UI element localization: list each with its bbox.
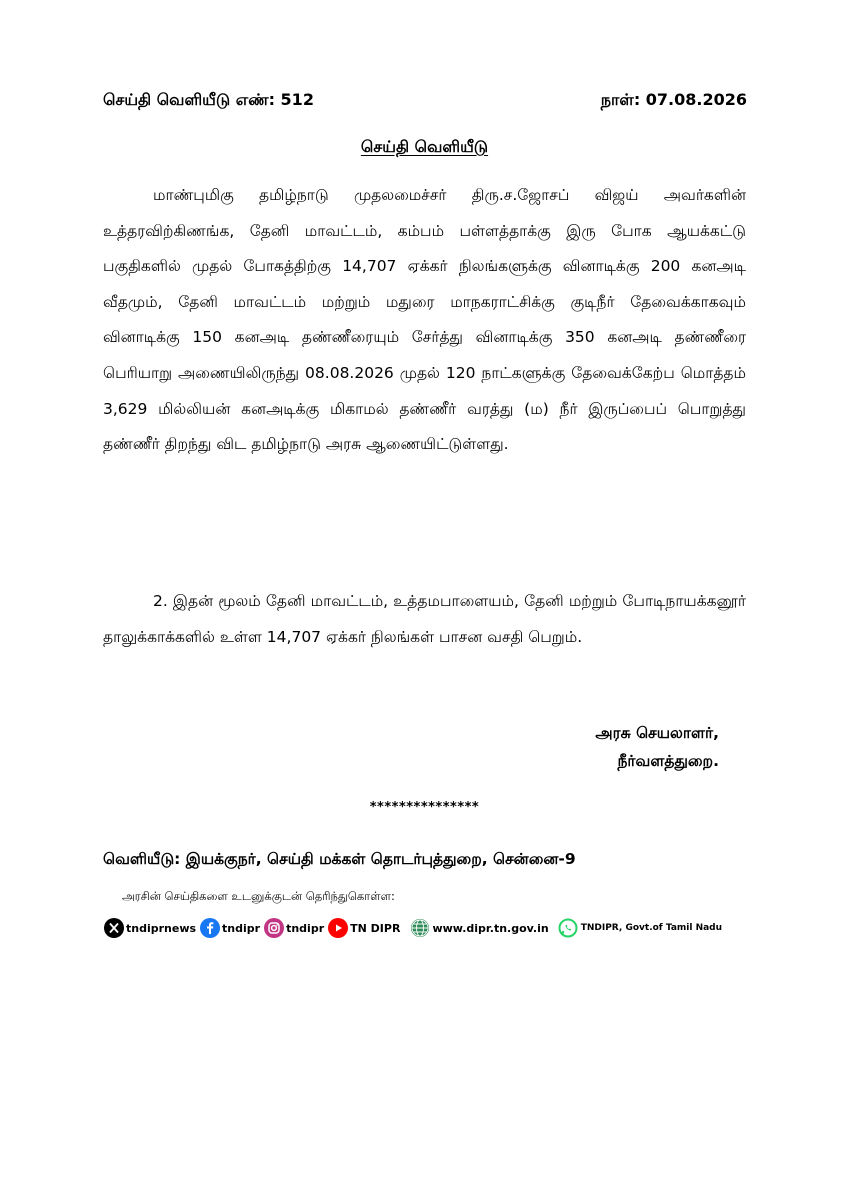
- x-handle: tndiprnews: [126, 921, 197, 935]
- whatsapp-channel: TNDIPR, Govt.of Tamil Nadu: [580, 923, 723, 933]
- whatsapp-icon: [558, 918, 579, 939]
- release-date: நாள்: 07.08.2026: [600, 90, 747, 109]
- follow-prompt: அரசின் செய்திகளை உடனுக்குடன் தெரிந்துகொள்ள:: [122, 889, 395, 903]
- separator-stars: ***************: [369, 800, 480, 815]
- website-url: www.dipr.tn.gov.in: [432, 921, 549, 935]
- social-instagram[interactable]: [263, 918, 324, 939]
- social-youtube[interactable]: [327, 918, 400, 939]
- body-paragraph-1: மாண்புமிகு தமிழ்நாடு முதலமைச்சர் திரு.ச.ஜோசப் விஜய் அவர்களின் உத்தரவிற்கிணங்க, தேனி மாவட்டம், கம்பம் பள்ளத்தாக்கு இரு போக ஆயக்கட்டு பகுதிகளில் முதல் போகத்திற்கு 14,707 ஏக்கர் நிலங்களுக்கு வினாடிக்கு 200 கனஅடி வீதமும், தேனி மாவட்டம் மற்றும் மதுரை மாநகராட்சிக்கு குடிநீர் தேவைக்காகவும் வினாடிக்கு 150 கனஅடி தண்ணீரையும் சேர்த்து வினாடிக்கு 350 கனஅடி தண்ணீரை பெரியாறு அணையிலிருந்து 08.08.2026 முதல் 120 நாட்களுக்கு தேவைக்கேற்ப மொத்தம் 3,629 மில்லியன் கனஅடிக்கு மிகாமல் தண்ணீர் வரத்து (ம) நீர் இருப்பைப் பொறுத்து தண்ணீர் திறந்து விட தமிழ்நாடு அரசு ஆணையிட்டுள்ளது.: [103, 186, 746, 454]
- instagram-handle: tndipr: [286, 921, 325, 935]
- social-links-bar: [103, 916, 725, 940]
- signatory-title: அரசு செயலாளர்,: [595, 724, 719, 742]
- document-title-text: செய்தி வெளியீடு: [360, 137, 489, 156]
- signatory-department: நீர்வளத்துறை.: [617, 752, 719, 770]
- youtube-icon: [327, 918, 348, 939]
- social-facebook[interactable]: [199, 918, 260, 939]
- instagram-icon: [263, 918, 284, 939]
- social-website[interactable]: [409, 918, 548, 939]
- facebook-icon: [199, 918, 220, 939]
- release-number: செய்தி வெளியீடு எண்: 512: [103, 90, 314, 109]
- globe-icon: [409, 918, 430, 939]
- facebook-handle: tndipr: [222, 921, 261, 935]
- document-title: [0, 137, 849, 158]
- social-x[interactable]: [103, 918, 196, 939]
- x-icon: [103, 918, 124, 939]
- body-paragraph-2: 2. இதன் மூலம் தேனி மாவட்டம், உத்தமபாளையம், தேனி மற்றும் போடிநாயக்கனூர் தாலுக்காக்களில் உள்ள 14,707 ஏக்கர் நிலங்கள் பாசன வசதி பெறும்.: [103, 592, 746, 646]
- release-credit: வெளியீடு: இயக்குநர், செய்தி மக்கள் தொடர்புத்துறை, சென்னை-9: [103, 850, 576, 868]
- youtube-handle: TN DIPR: [350, 921, 401, 935]
- social-whatsapp[interactable]: [558, 918, 722, 939]
